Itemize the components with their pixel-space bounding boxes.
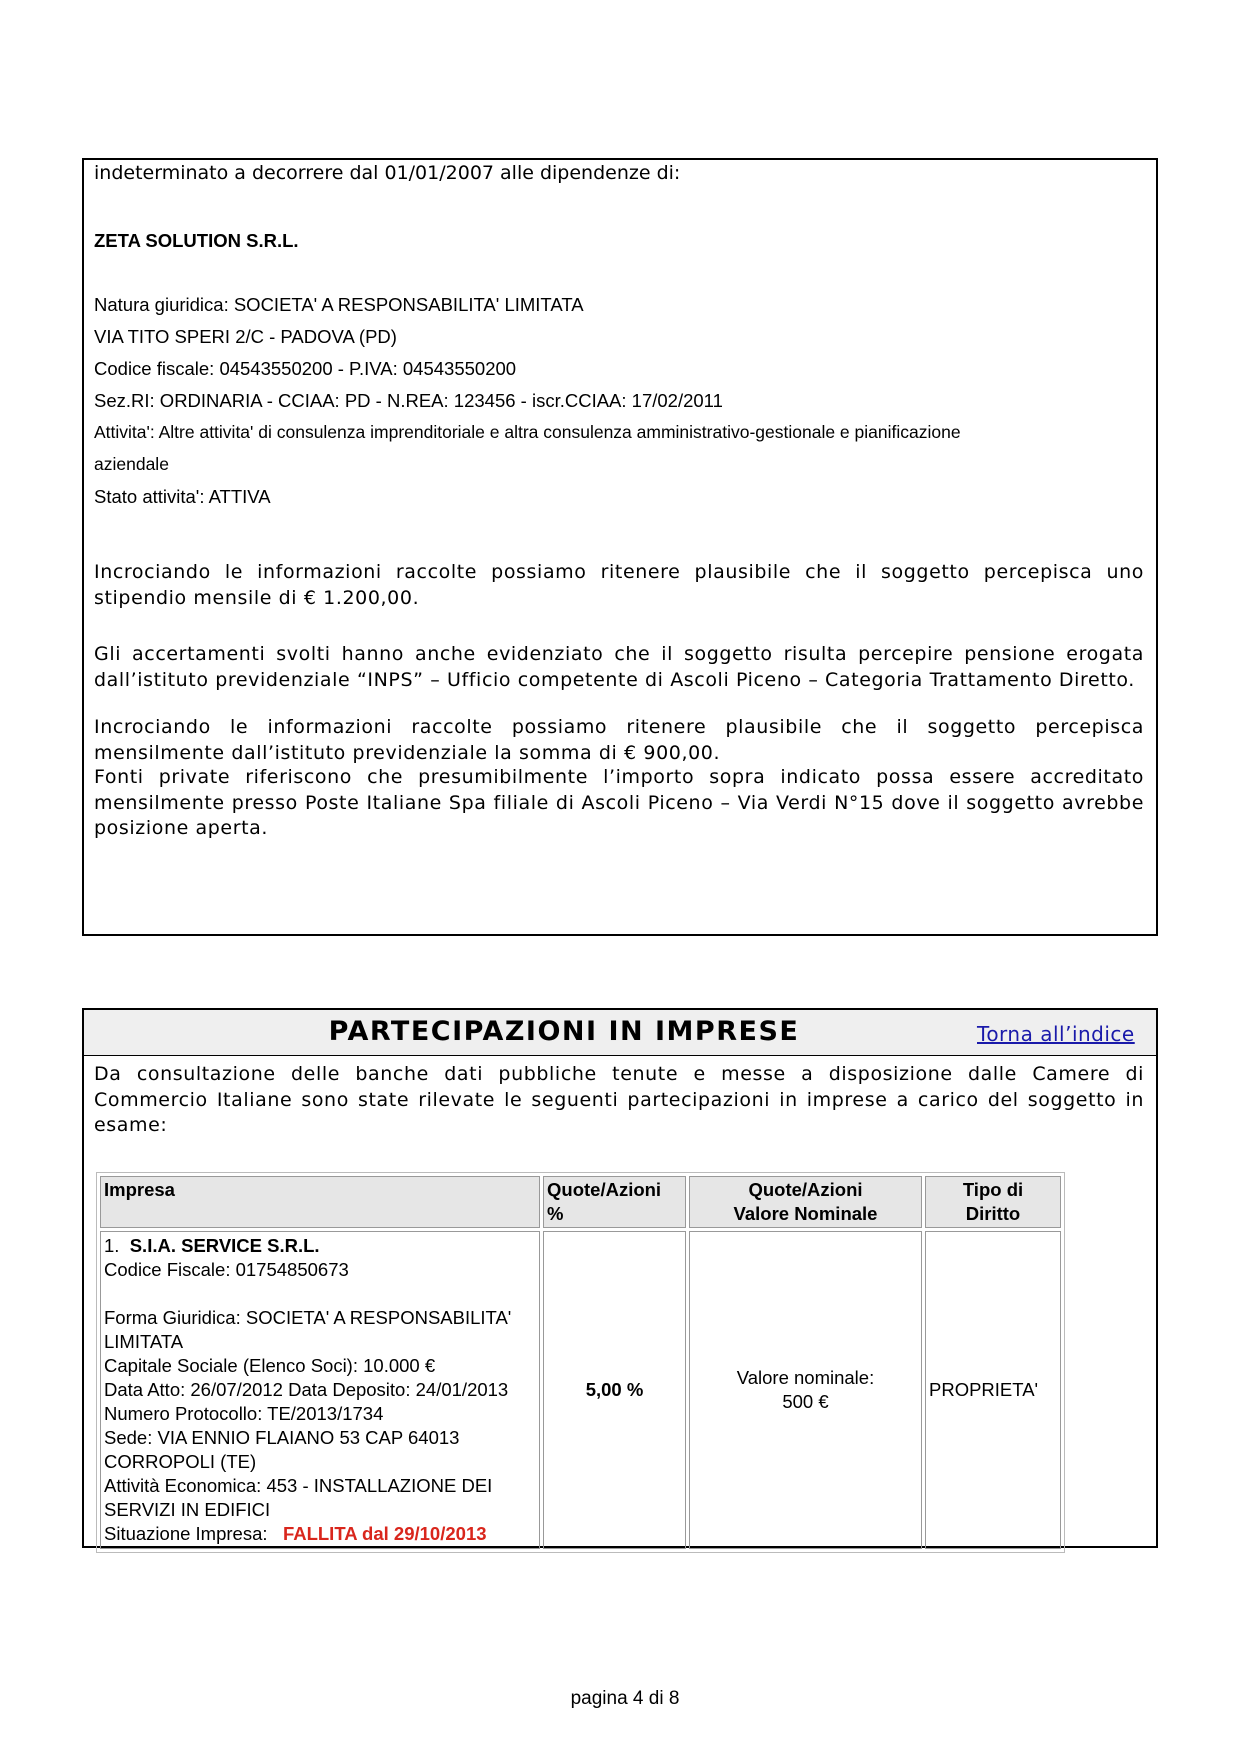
header-impresa-label: Impresa (104, 1179, 175, 1200)
impresa-protocollo: Numero Protocollo: TE/2013/1734 (104, 1403, 384, 1424)
header-quote-valore-line2: Valore Nominale (733, 1203, 878, 1224)
participations-intro: Da consultazione delle banche dati pubbliche tenute e messe a disposizione dalle Camere di Commercio Italiane sono state rilevate le seguenti partecipazioni in imprese a carico del soggetto in esame: (94, 1063, 1144, 1136)
header-tipo-diritto (925, 1176, 1061, 1228)
employer-sez-ri: Sez.RI: ORDINARIA - CCIAA: PD - N.REA: 123456 - iscr.CCIAA: 17/02/2011 (94, 390, 723, 411)
pension-amount-paragraph: Incrociando le informazioni raccolte possiamo ritenere plausibile che il soggetto percepisca mensilmente dall’istituto previdenziale la somma di € 900,00. (94, 716, 1144, 764)
tipo-diritto-cell: PROPRIETA' (925, 1231, 1061, 1549)
header-quote-valore (689, 1176, 922, 1228)
employment-section (82, 158, 1158, 936)
employer-name: ZETA SOLUTION S.R.L. (94, 230, 299, 251)
impresa-number: 1. (104, 1235, 120, 1256)
page-number: pagina 4 di 8 (570, 1688, 680, 1709)
section-header (84, 1010, 1156, 1056)
employer-stato: Stato attivita': ATTIVA (94, 486, 271, 507)
section-title: PARTECIPAZIONI IN IMPRESE (328, 1016, 800, 1047)
impresa-codice-fiscale: Codice Fiscale: 01754850673 (104, 1259, 349, 1280)
employer-natura: Natura giuridica: SOCIETA' A RESPONSABILITA' LIMITATA (94, 294, 584, 315)
header-impresa (100, 1176, 540, 1228)
impresa-forma-giuridica-cont: LIMITATA (104, 1331, 184, 1352)
valore-nominale-cell (689, 1231, 922, 1549)
salary-paragraph: Incrociando le informazioni raccolte possiamo ritenere plausibile che il soggetto percepisca uno stipendio mensile di € 1.200,00. (94, 561, 1144, 609)
situazione-label: Situazione Impresa: (104, 1523, 268, 1544)
header-quote-pct-label: Quote/Azioni % (547, 1179, 662, 1224)
impresa-data-atto: Data Atto: 26/07/2012 Data Deposito: 24/01/2013 (104, 1379, 509, 1400)
table-row (100, 1231, 1061, 1549)
impresa-name: S.I.A. SERVICE S.R.L. (129, 1235, 320, 1256)
valore-nominale-label: Valore nominale: (736, 1367, 875, 1388)
header-quote-valore-line1: Quote/Azioni (748, 1179, 863, 1200)
table-header-row (100, 1176, 1061, 1228)
header-tipo-line2: Diritto (965, 1203, 1021, 1224)
impresa-forma-giuridica: Forma Giuridica: SOCIETA' A RESPONSABILITA' (104, 1307, 512, 1328)
employer-codice-fiscale: Codice fiscale: 04543550200 - P.IVA: 04543550200 (94, 358, 517, 379)
header-tipo-line1: Tipo di (962, 1179, 1024, 1200)
impresa-attivita: Attività Economica: 453 - INSTALLAZIONE DEI (104, 1475, 493, 1496)
employer-address: VIA TITO SPERI 2/C - PADOVA (PD) (94, 326, 397, 347)
impresa-sede: Sede: VIA ENNIO FLAIANO 53 CAP 64013 (104, 1427, 460, 1448)
valore-nominale-value: 500 € (782, 1391, 829, 1412)
employment-intro-line: indeterminato a decorrere dal 01/01/2007 alle dipendenze di: (94, 162, 681, 184)
situazione-status-badge: FALLITA dal 29/10/2013 (282, 1523, 487, 1544)
bank-paragraph: Fonti private riferiscono che presumibilmente l’importo sopra indicato possa essere accreditato mensilmente presso Poste Italiane Spa filiale di Ascoli Piceno – Via Verdi N°15 dove il soggetto avrebbe posizione aperta. (94, 766, 1144, 839)
pension-paragraph: Gli accertamenti svolti hanno anche evidenziato che il soggetto risulta percepire pensione erogata dall’istituto previdenziale “INPS” – Ufficio competente di Ascoli Piceno – Categoria Trattamento Diretto. (94, 643, 1144, 691)
impresa-attivita-cont: SERVIZI IN EDIFICI (104, 1499, 271, 1520)
employer-attivita: Attivita': Altre attivita' di consulenza imprenditoriale e altra consulenza amministrativo-gestionale e pianificazione (94, 422, 961, 442)
participations-section (82, 1008, 1158, 1548)
impresa-title (104, 1234, 536, 1258)
back-to-index-link[interactable]: Torna all’indice (977, 1022, 1135, 1046)
header-quote-pct (543, 1176, 686, 1228)
participations-table (96, 1172, 1065, 1553)
employer-attivita-cont: aziendale (94, 454, 169, 474)
impresa-capitale: Capitale Sociale (Elenco Soci): 10.000 € (104, 1355, 436, 1376)
impresa-cell (100, 1231, 540, 1549)
impresa-situazione (104, 1522, 536, 1546)
quote-pct-cell: 5,00 % (543, 1231, 686, 1549)
impresa-sede-cont: CORROPOLI (TE) (104, 1451, 257, 1472)
